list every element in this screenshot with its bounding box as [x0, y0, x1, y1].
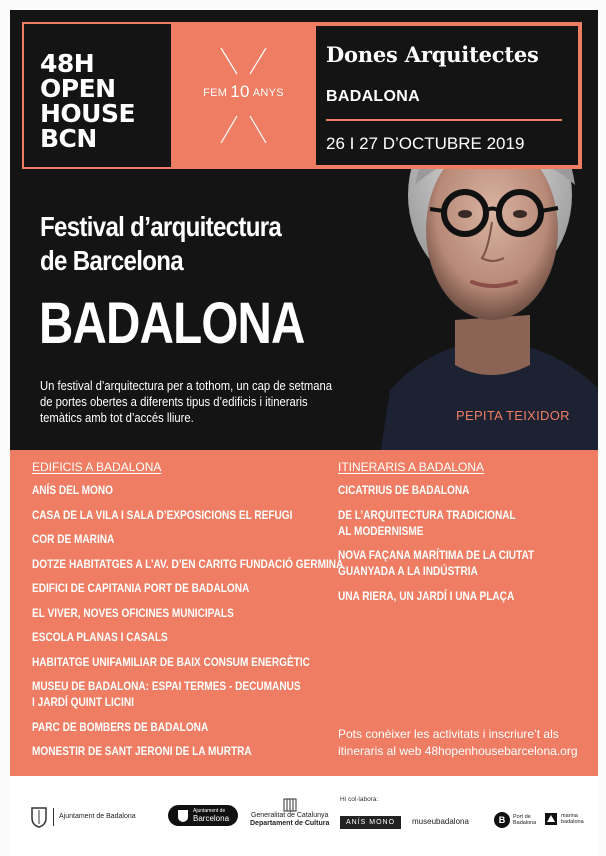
port-b-icon: B: [494, 812, 510, 828]
festival-title-line1: Festival d’arquitectura: [40, 211, 282, 242]
building-item: CASA DE LA VILA I SALA D’EXPOSICIONS EL REFUGI: [32, 507, 293, 522]
building-item: EL VIVER, NOVES OFICINES MUNICIPALS: [32, 605, 234, 620]
badalona-council-logo: [30, 806, 136, 828]
barcelona-crest-icon: [177, 809, 189, 823]
building-item: MUSEU DE BADALONA: ESPAI TERMES - DECUMANUS: [32, 679, 301, 693]
port-badalona-text-2: Badalona: [513, 820, 537, 826]
itinerary-item: CICATRIUS DE BADALONA: [338, 483, 470, 497]
port-badalona-text-1: Port de: [513, 814, 531, 820]
building-item: ESCOLA PLANAS I CASALS: [32, 630, 168, 644]
itinerary-item: DE L’ARQUITECTURA TRADICIONAL: [338, 507, 516, 522]
anis-mono-text: ANÍS MONO: [340, 816, 401, 829]
marina-badalona-logo: [544, 812, 584, 826]
itinerary-item-continued: GUANYADA A LA INDÚSTRIA: [338, 564, 478, 578]
anniversary-prefix: FEM: [203, 87, 228, 99]
website-note: Pots conèixer les activitats i inscriure’t als itineraris al web 48hopenhousebarcelona.org: [338, 727, 578, 758]
intro-text: Un festival d’arquitectura per a tothom, un cap de setmana de portes obertes a diferents tipus d’edificis i itineraris temàtics amb tot d’accés lliure.: [40, 379, 333, 425]
itinerary-item-continued: AL MODERNISME: [338, 523, 424, 538]
festival-title-line2: de Barcelona: [40, 245, 183, 276]
building-item: MONESTIR DE SANT JERONI DE LA MURTRA: [32, 744, 252, 758]
buildings-heading: EDIFICIS A BADALONA: [32, 460, 162, 474]
collaborators-label: Hi col·labora:: [340, 796, 379, 803]
museu-badalona-text: museubadalona: [412, 817, 469, 826]
port-badalona-logo: [494, 812, 536, 828]
anniversary-suffix: ANYS: [252, 87, 284, 99]
badalona-crest-icon: [30, 806, 48, 828]
listings-section: [10, 450, 598, 776]
logo-line-4: BCN: [40, 124, 97, 153]
title-divider: [326, 119, 562, 121]
itineraries-list: [338, 460, 588, 613]
building-item: HABITATGE UNIFAMILIAR DE BAIX CONSUM ENERGÈTIC: [32, 654, 310, 669]
generalitat-logo: [250, 798, 329, 828]
event-title: Dones Arquitectes: [326, 42, 539, 67]
buildings-list: [32, 460, 344, 769]
event-city: BADALONA: [326, 88, 420, 105]
generalitat-text-2: Departament de Cultura: [250, 820, 330, 827]
building-item: DOTZE HABITATGES A L’AV. D’EN CARITG FUNDACIÓ GERMINA: [32, 556, 344, 571]
marina-badalona-text-2: badalona: [561, 819, 584, 825]
itinerary-item: NOVA FAÇANA MARÍTIMA DE LA CIUTAT: [338, 548, 535, 562]
logo-line-1: 48H: [40, 49, 95, 78]
barcelona-council-logo: [168, 805, 238, 826]
generalitat-flag-icon: [283, 798, 297, 812]
city-headline: BADALONA: [39, 291, 305, 356]
marina-badalona-text-1: marina: [561, 813, 578, 819]
header-bar: [22, 22, 582, 169]
logo-line-3: HOUSE: [40, 99, 136, 128]
portrait-caption: PEPITA TEIXIDOR: [456, 408, 570, 423]
building-item-continued: I JARDÍ QUINT LICINI: [32, 695, 134, 709]
building-item: COR DE MARINA: [32, 532, 115, 546]
barcelona-council-text-1: Ajuntament de: [193, 808, 226, 814]
marina-icon: [544, 812, 558, 826]
event-title-box: [316, 26, 578, 165]
barcelona-council-text-2: Barcelona: [193, 814, 230, 823]
building-item: PARC DE BOMBERS DE BADALONA: [32, 719, 209, 734]
festival-title: [40, 210, 281, 278]
event-date: 26 I 27 D’OCTUBRE 2019: [326, 134, 525, 153]
anniversary-badge: [171, 24, 316, 167]
sponsor-footer: [10, 776, 598, 856]
anis-mono-logo: [340, 816, 401, 829]
itinerary-item: UNA RIERA, UN JARDÍ I UNA PLAÇA: [338, 588, 515, 603]
anniversary-number: 10: [230, 82, 250, 101]
badalona-council-text: Ajuntament de Badalona: [59, 813, 136, 820]
logo-line-2: OPEN: [40, 74, 116, 103]
open-house-logo: [24, 24, 171, 167]
museu-badalona-logo: [412, 818, 469, 826]
building-item: EDIFICI DE CAPITANIA PORT DE BADALONA: [32, 581, 250, 595]
building-item: ANÍS DEL MONO: [32, 483, 114, 497]
itineraries-heading: ITINERARIS A BADALONA: [338, 460, 485, 474]
generalitat-text-1: Generalitat de Catalunya: [250, 812, 329, 819]
